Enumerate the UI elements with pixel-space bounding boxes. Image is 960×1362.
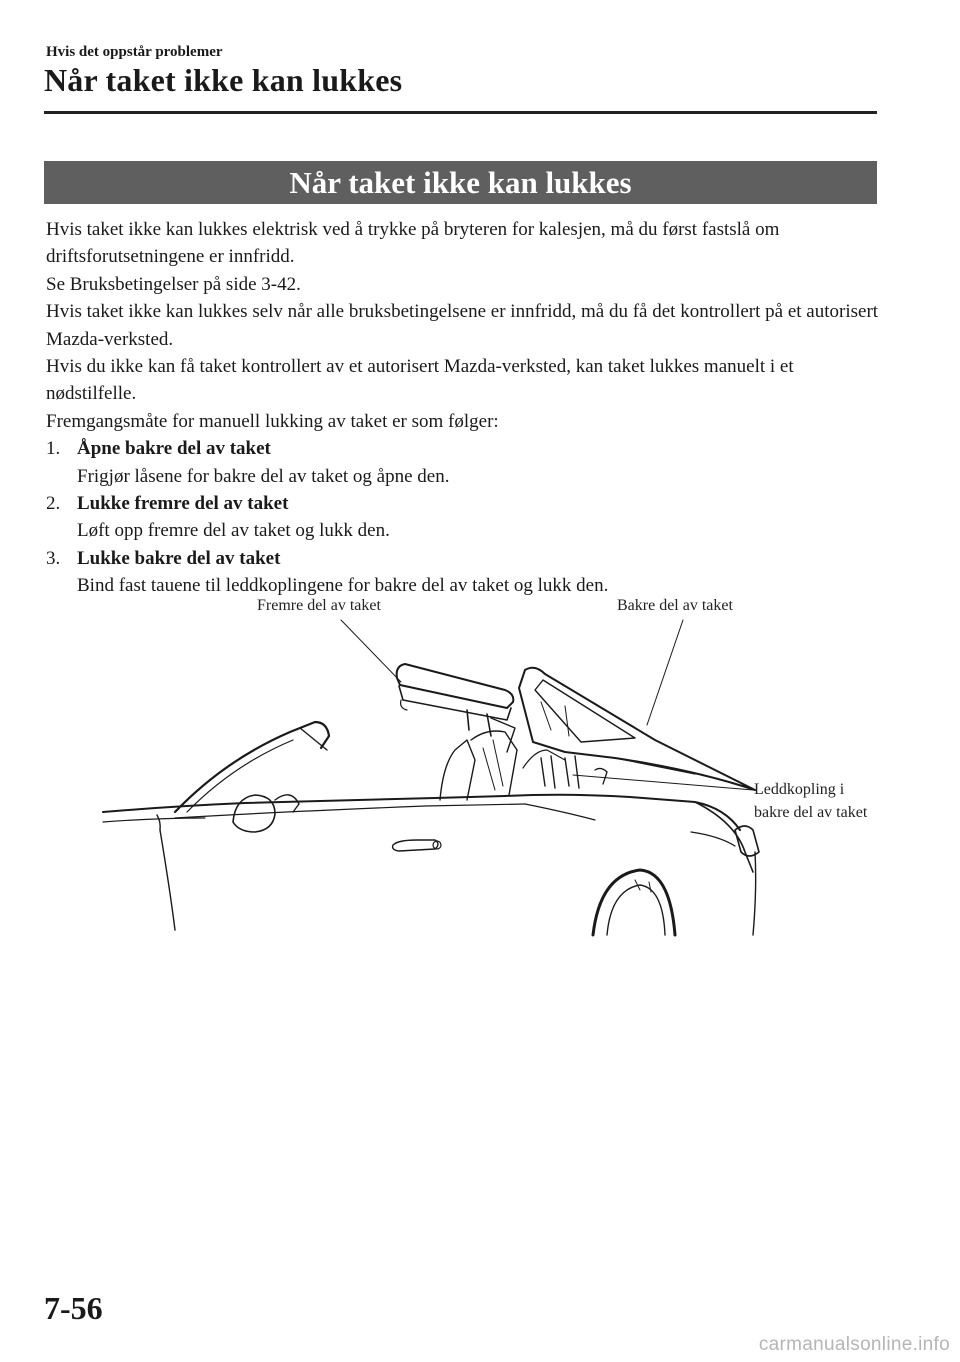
breadcrumb: Hvis det oppstår problemer	[46, 44, 223, 60]
car-roof-illustration	[95, 590, 875, 940]
step-description: Frigjør låsene for bakre del av taket og åpne den.	[77, 465, 450, 487]
step-title: Lukke bakre del av taket	[77, 547, 281, 569]
car-illustration	[95, 590, 875, 940]
intro-paragraph: Hvis taket ikke kan lukkes elektrisk ved å trykke på bryteren for kalesjen, må du først fastslå om driftsforutsetningene er innfridd.	[46, 219, 780, 268]
label-rear-roof: Bakre del av taket	[617, 597, 733, 614]
watermark: carmanualsonline.info	[758, 1334, 950, 1355]
step-title: Åpne bakre del av taket	[77, 438, 271, 460]
workshop-paragraph: Hvis taket ikke kan lukkes selv når alle bruksbetingelsene er innfridd, må du få det kontrollert på et autorisert Mazda-verksted.	[46, 301, 879, 350]
procedure-intro: Fremgangsmåte for manuell lukking av taket er som følger:	[46, 410, 499, 432]
step-description: Bind fast tauene til leddkoplingene for bakre del av taket og lukk den.	[77, 575, 609, 597]
emergency-paragraph: Hvis du ikke kan få taket kontrollert av et autorisert Mazda-verksted, kan taket lukkes manuelt i et nødstilfelle.	[46, 356, 794, 405]
body-text	[46, 216, 886, 600]
page-number: 7-56	[44, 1290, 103, 1326]
section-banner: Når taket ikke kan lukkes	[44, 161, 877, 204]
step-title: Lukke fremre del av taket	[77, 493, 289, 515]
page-title: Når taket ikke kan lukkes	[44, 62, 403, 98]
step-number: 2.	[46, 493, 61, 515]
reference-paragraph: Se Bruksbetingelser på side 3-42.	[46, 273, 301, 295]
label-front-roof: Fremre del av taket	[257, 597, 381, 614]
step-number: 3.	[46, 547, 61, 569]
label-rear-link: Leddkopling i bakre del av taket	[754, 781, 868, 821]
step-number: 1.	[46, 438, 61, 460]
step-1	[46, 435, 886, 490]
procedure-steps	[46, 435, 886, 599]
step-2	[46, 490, 886, 545]
step-description: Løft opp fremre del av taket og lukk den.	[77, 520, 390, 542]
title-divider	[44, 111, 877, 114]
